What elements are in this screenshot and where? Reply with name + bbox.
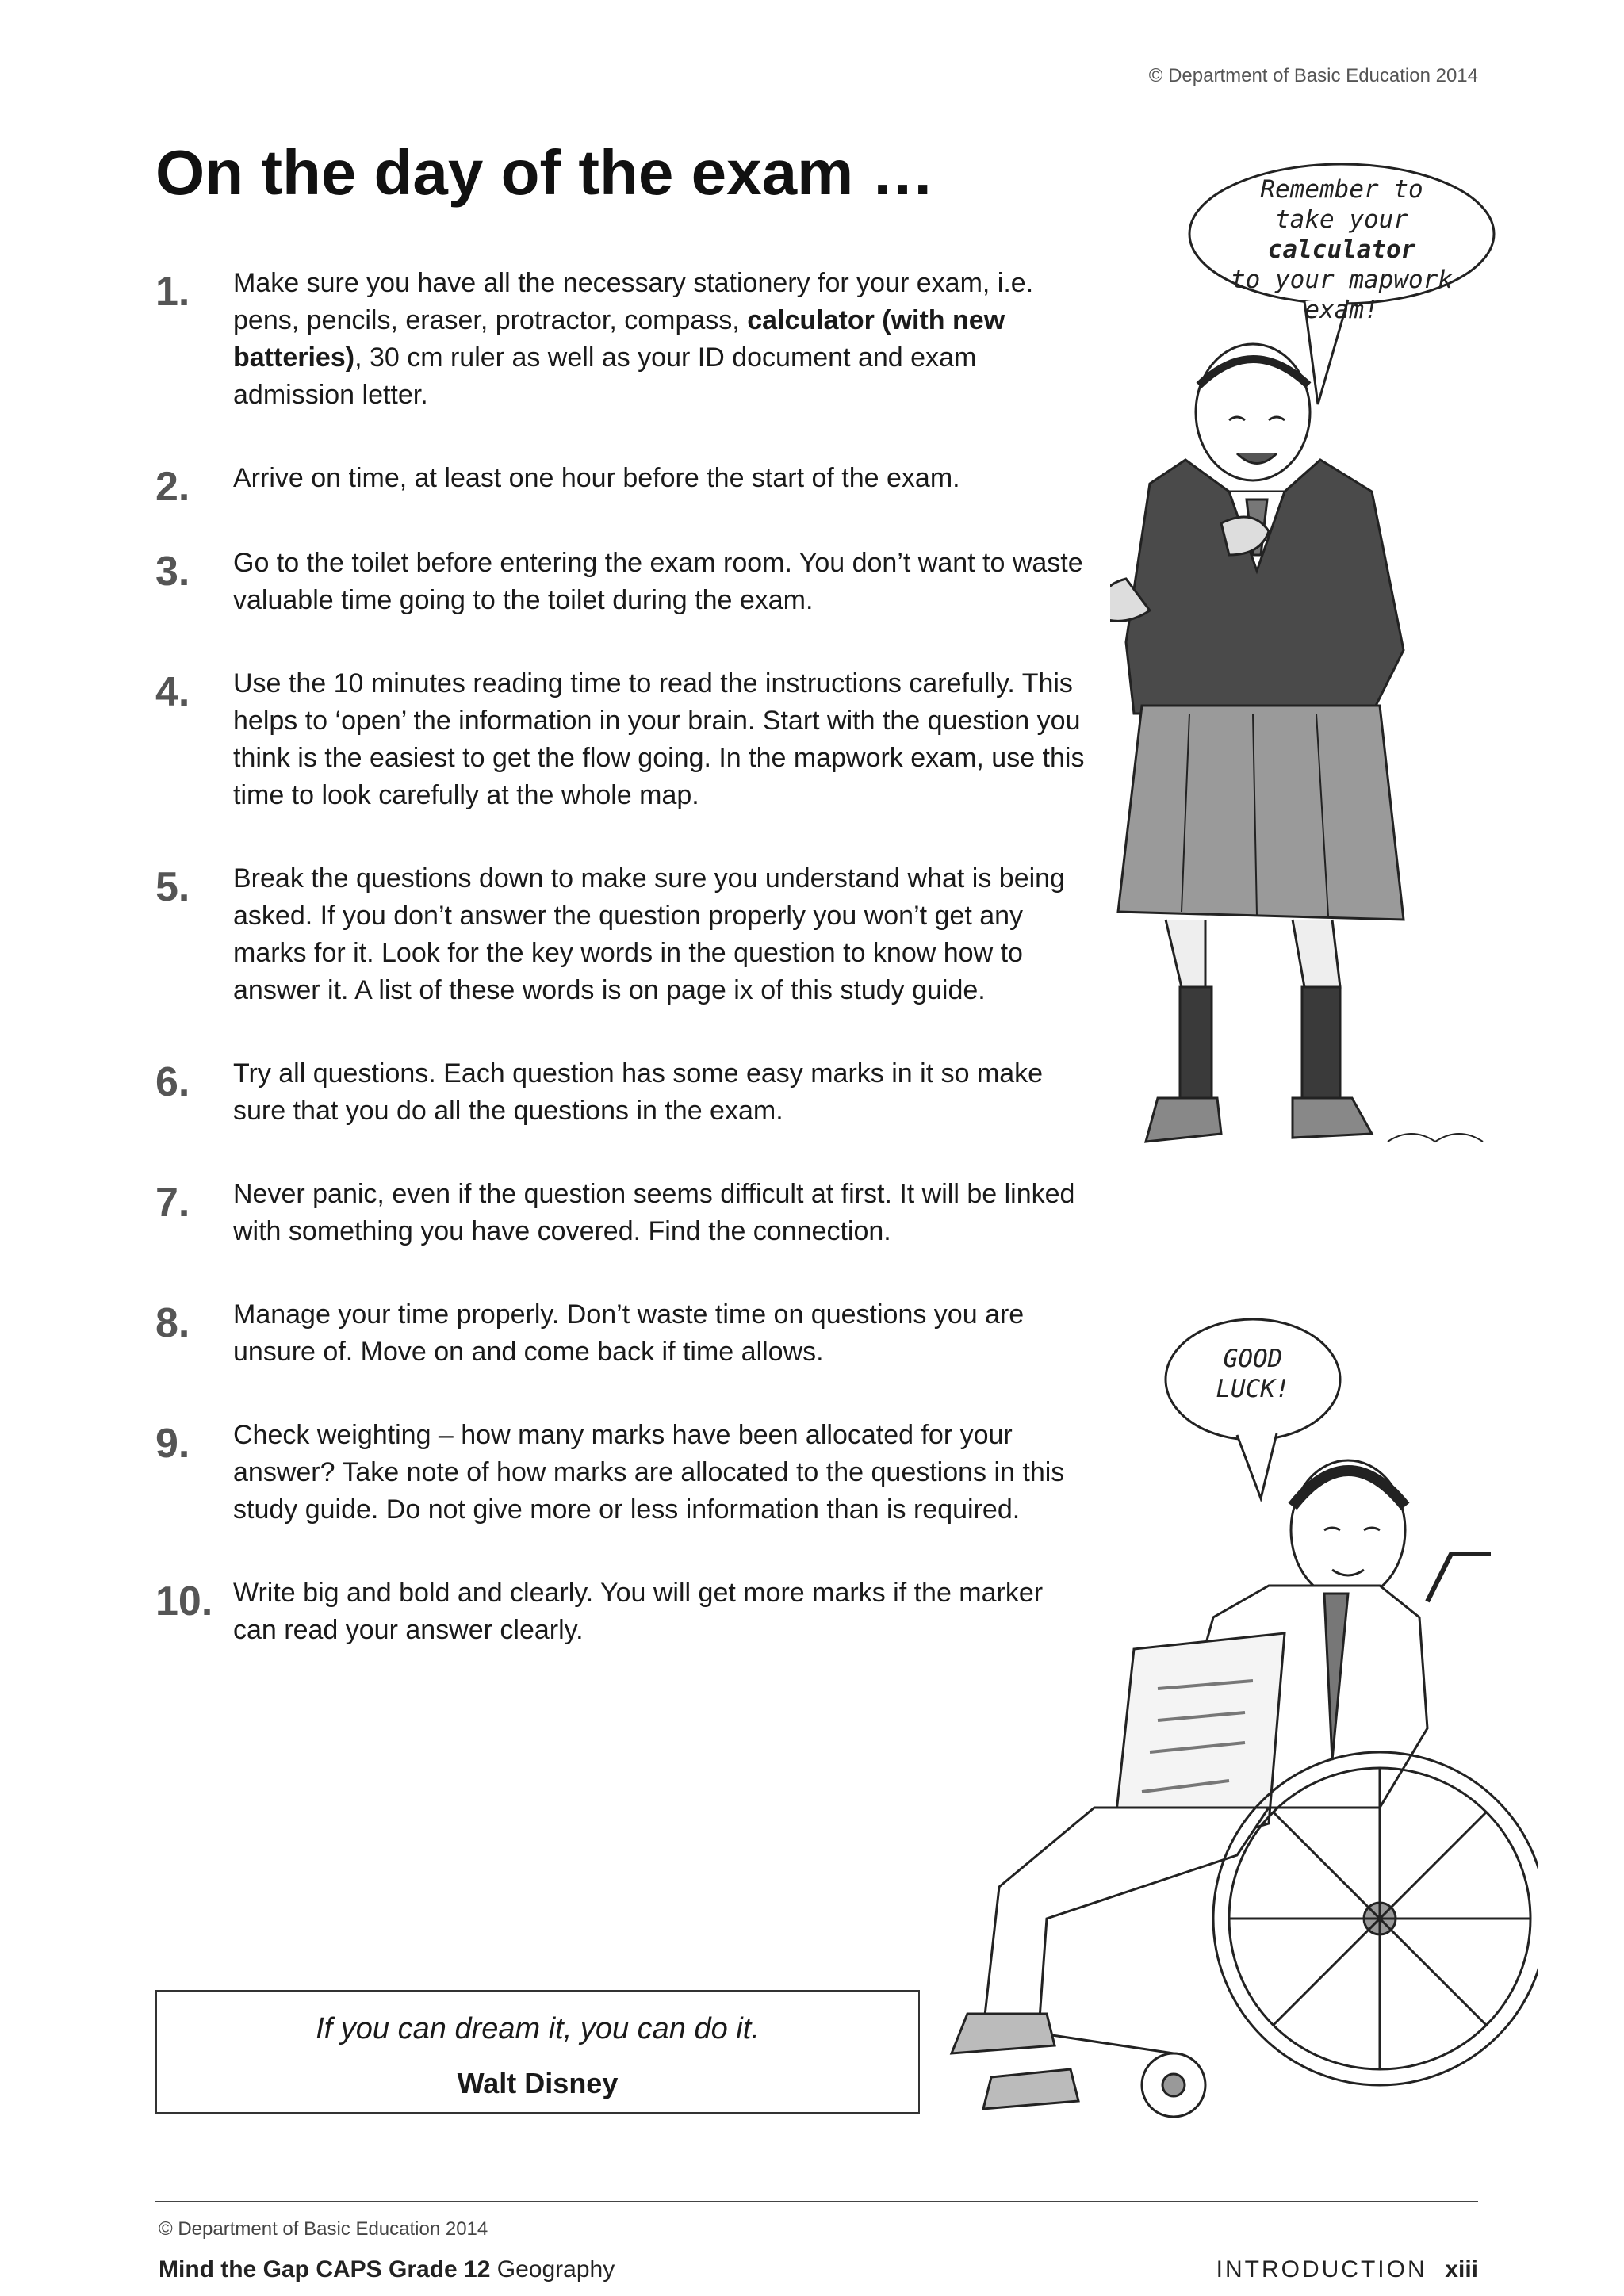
list-item xyxy=(155,1176,1091,1250)
boy-speech-text: GOOD LUCK! xyxy=(1216,1345,1290,1403)
item-text: Write big and bold and clearly. You will get more marks if the marker can read your answer clearly. xyxy=(233,1578,1044,1645)
footer-copyright: © Department of Basic Education 2014 xyxy=(159,2218,488,2240)
footer-divider xyxy=(155,2201,1478,2202)
page-title: On the day of the exam … xyxy=(155,137,935,208)
boy-wheelchair-illustration xyxy=(936,1316,1538,2141)
footer-section-label: INTRODUCTION xyxy=(1216,2256,1427,2283)
footer-book-title: Mind the Gap CAPS Grade 12 Geography xyxy=(159,2256,615,2283)
list-item xyxy=(155,545,1091,619)
quote-author: Walt Disney xyxy=(457,2067,619,2099)
item-text: Arrive on time, at least one hour before the start of the exam. xyxy=(233,463,960,493)
item-number: 3. xyxy=(155,549,190,595)
item-number: 7. xyxy=(155,1180,190,1226)
page-number: xiii xyxy=(1445,2256,1478,2283)
girl-skirt xyxy=(1118,706,1404,920)
item-text: Break the questions down to make sure you understand what is being asked. If you don’t answer the question properly you won’t get any marks for it. Look for the key words in the question to know how to answer it. A list of these words is on page ix of this study guide. xyxy=(233,863,1065,1005)
item-number: 10. xyxy=(155,1578,213,1624)
quote-text: If you can dream it, you can do it. xyxy=(316,2012,760,2045)
girl-speech-text: Remember to take your calculator to your mapwork exam! xyxy=(1231,175,1453,324)
list-item xyxy=(155,1055,1091,1130)
item-number: 4. xyxy=(155,669,190,715)
item-number: 5. xyxy=(155,864,190,910)
list-item xyxy=(155,665,1091,814)
item-number: 9. xyxy=(155,1421,190,1467)
item-number: 1. xyxy=(155,269,190,315)
item-number: 6. xyxy=(155,1059,190,1105)
item-number: 8. xyxy=(155,1300,190,1346)
list-item xyxy=(155,265,1091,414)
list-item xyxy=(155,860,1091,1009)
item-text: Manage your time properly. Don’t waste time on questions you are unsure of. Move on and come back if time allows. xyxy=(233,1299,1025,1367)
item-number: 2. xyxy=(155,464,190,510)
list-item xyxy=(155,460,1091,510)
item-text: Make sure you have all the necessary stationery for your exam, i.e. pens, pencils, eraser, protractor, compass, calculator (with new batteries), 30 cm ruler as well as your ID document and exam admission letter. xyxy=(233,268,1034,410)
item-text: Go to the toilet before entering the exam room. You don’t want to waste valuable time going to the toilet during the exam. xyxy=(233,548,1083,615)
bubble-emphasis-calculator: calculator xyxy=(1267,235,1416,264)
item-text: Try all questions. Each question has some easy marks in it so make sure that you do all the questions in the exam. xyxy=(233,1058,1044,1126)
emphasis-calculator: calculator (with new batteries) xyxy=(233,305,1005,373)
quote-box xyxy=(155,1990,920,2114)
footer-section xyxy=(1216,2256,1478,2283)
item-text: Check weighting – how many marks have been allocated for your answer? Take note of how marks are allocated to the questions in this study guide. Do not give more or less information than is required. xyxy=(233,1420,1065,1525)
item-text: Never panic, even if the question seems difficult at first. It will be linked with something you have covered. Find the connection. xyxy=(233,1179,1075,1246)
item-text: Use the 10 minutes reading time to read the instructions carefully. This helps to ‘open’ the information in your brain. Start with the question you think is the easiest to get the flow going. In the mapwork exam, use this time to look carefully at the whole map. xyxy=(233,668,1085,810)
header-copyright: © Department of Basic Education 2014 xyxy=(1148,65,1478,86)
